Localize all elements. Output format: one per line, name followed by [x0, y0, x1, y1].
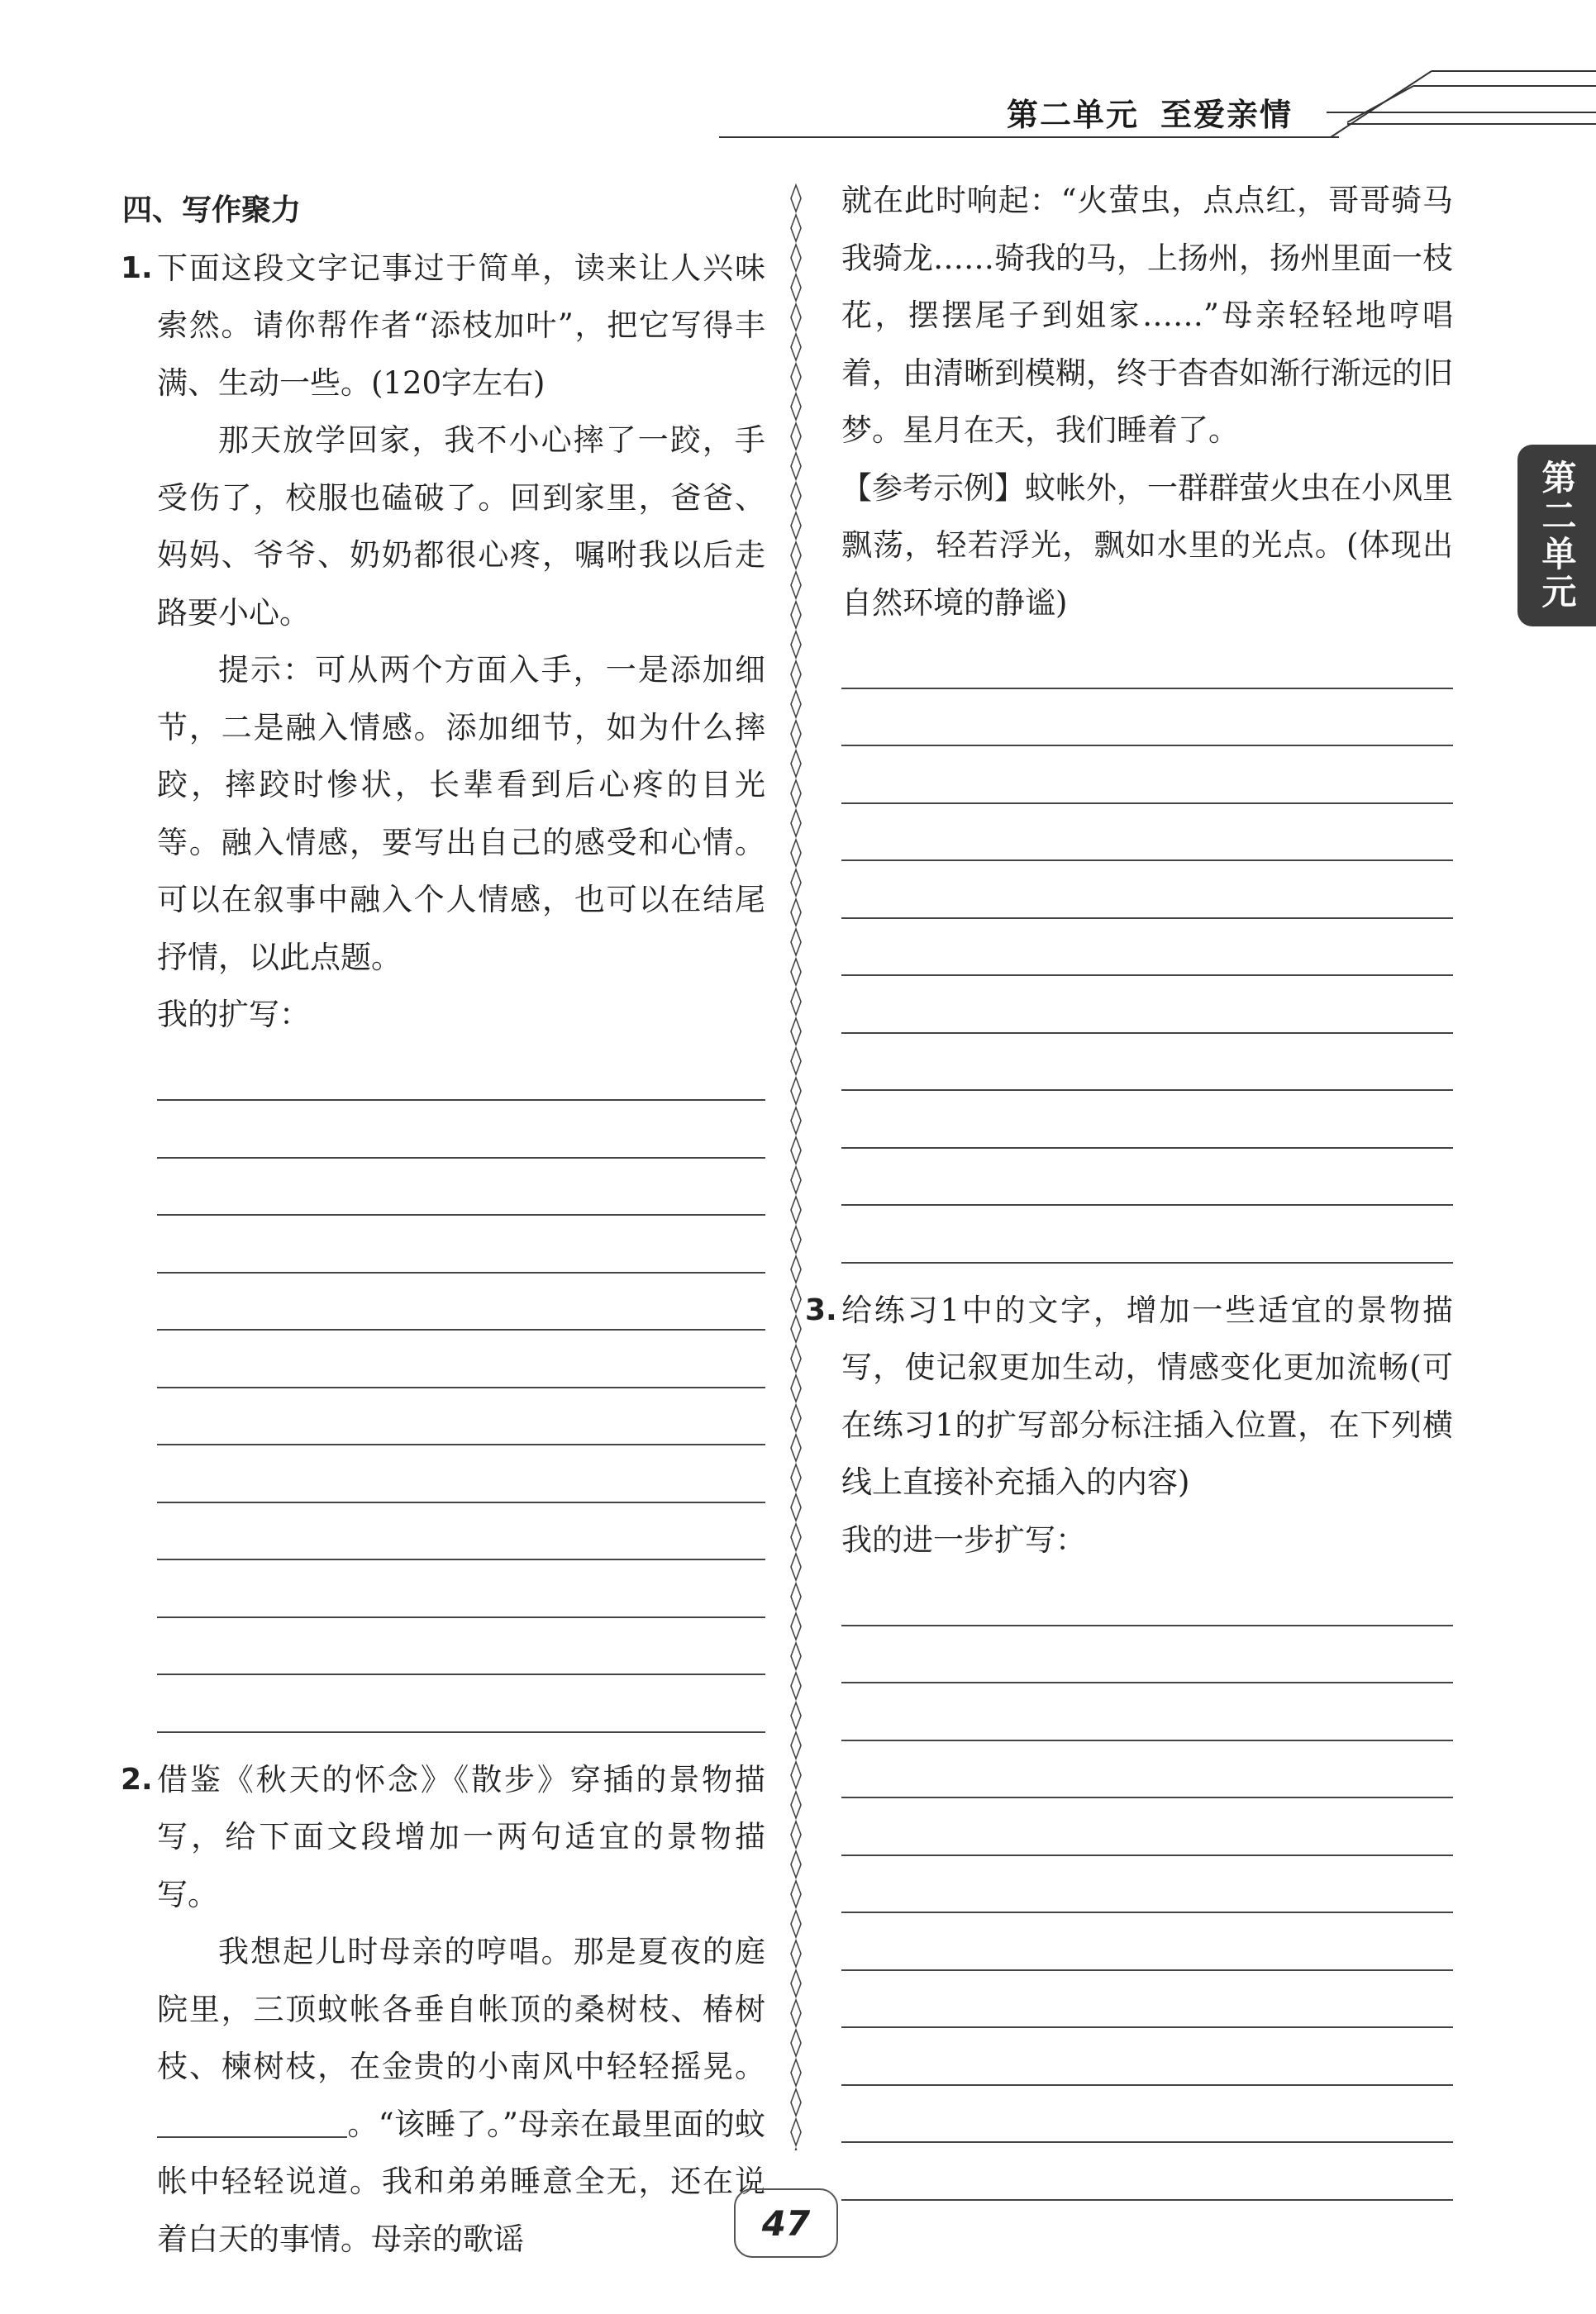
answer-line[interactable]	[841, 631, 1453, 689]
answer-line[interactable]	[841, 1798, 1453, 1856]
answer-line[interactable]	[157, 1503, 765, 1561]
passage-before-blank: 我想起儿时母亲的哼唱。那是夏夜的庭院里，三顶蚊帐各垂自帐顶的桑树枝、椿树枝、楝树枝，在金贵的小南风中轻轻摇晃。	[157, 1934, 765, 2084]
question-3-number: 3.	[805, 1293, 837, 1327]
answer-line[interactable]	[841, 1149, 1453, 1207]
answer-line[interactable]	[841, 1683, 1453, 1741]
answer-line[interactable]	[157, 1274, 765, 1331]
question-2-answer-lines	[841, 631, 1453, 1264]
question-2	[121, 1751, 765, 2269]
side-tab-label: 第二单元	[1536, 459, 1578, 612]
left-column	[121, 182, 765, 2268]
answer-line[interactable]	[157, 1560, 765, 1618]
header-unit: 第二单元	[1007, 97, 1140, 133]
answer-line[interactable]	[157, 1101, 765, 1159]
question-3	[805, 1282, 1453, 2201]
question-3-answer-label: 我的进一步扩写：	[841, 1521, 1086, 1558]
answer-line[interactable]	[157, 1159, 765, 1217]
answer-line[interactable]	[841, 2086, 1453, 2144]
page-number: 47	[734, 2188, 838, 2258]
answer-line[interactable]	[841, 976, 1453, 1034]
answer-line[interactable]	[841, 1206, 1453, 1264]
question-1-number: 1.	[121, 250, 153, 285]
answer-line[interactable]	[841, 1569, 1453, 1626]
header-theme: 至爱亲情	[1160, 97, 1293, 133]
question-2-number: 2.	[121, 1762, 153, 1797]
question-1	[121, 240, 765, 1733]
answer-line[interactable]	[841, 746, 1453, 804]
question-1-hint: 提示：可从两个方面入手，一是添加细节，二是融入情感。添加细节，如为什么摔跤，摔跤时惨状，长辈看到后心疼的目光等。融入情感，要写出自己的感受和心情。可以在叙事中融入个人情感，也可以在结尾抒情，以此点题。	[157, 652, 765, 975]
question-1-answer-lines	[157, 1044, 765, 1733]
answer-line[interactable]	[157, 1445, 765, 1503]
answer-line[interactable]	[841, 804, 1453, 862]
answer-line[interactable]	[157, 1216, 765, 1274]
answer-line[interactable]	[841, 861, 1453, 919]
answer-line[interactable]	[157, 1618, 765, 1676]
answer-line[interactable]	[157, 1675, 765, 1733]
answer-line[interactable]	[841, 2143, 1453, 2201]
question-3-answer-lines	[841, 1569, 1453, 2201]
answer-line[interactable]	[841, 1034, 1453, 1092]
section-title: 四、写作聚力	[122, 193, 302, 227]
question-2-sample	[841, 459, 1453, 632]
answer-line[interactable]	[841, 689, 1453, 747]
answer-line[interactable]	[841, 1626, 1453, 1684]
right-column	[805, 172, 1453, 2201]
answer-line[interactable]	[841, 1091, 1453, 1149]
question-2-passage-continued: 就在此时响起：“火萤虫，点点红，哥哥骑马我骑龙……骑我的马，上扬州，扬州里面一枝花，摆摆尾子到姐家……”母亲轻轻地哼唱着，由清晰到模糊，终于杳杳如渐行渐远的旧梦。星月在天，我们睡着了。	[841, 183, 1453, 448]
question-3-prompt: 给练习1中的文字，增加一些适宜的景物描写，使记叙更加生动，情感变化更加流畅(可在练习1的扩写部分标注插入位置，在下列横线上直接补充插入的内容)	[841, 1292, 1453, 1500]
question-1-prompt: 下面这段文字记事过于简单，读来让人兴味索然。请你帮作者“添枝加叶”，把它写得丰满、生动一些。(120字左右)	[157, 250, 765, 401]
question-1-passage: 那天放学回家，我不小心摔了一跤，手受伤了，校服也磕破了。回到家里，爸爸、妈妈、爷爷、奶奶都很心疼，嘱咐我以后走路要小心。	[157, 422, 765, 631]
column-divider	[786, 183, 806, 2150]
page-header	[719, 64, 1596, 147]
passage-after-blank: 。“该睡了。”母亲在最里面的蚊帐中轻轻说道。我和弟弟睡意全无，还在说着白天的事情。母亲的歌谣	[157, 2106, 765, 2257]
question-1-answer-label: 我的扩写：	[157, 997, 310, 1032]
answer-line[interactable]	[841, 1741, 1453, 1799]
answer-line[interactable]	[841, 919, 1453, 977]
unit-side-tab	[1517, 445, 1596, 626]
sample-label: 【参考示例】	[841, 469, 1025, 506]
answer-line[interactable]	[841, 2028, 1453, 2086]
answer-line[interactable]	[841, 1856, 1453, 1914]
question-2-prompt: 借鉴《秋天的怀念》《散步》穿插的景物描写，给下面文段增加一两句适宜的景物描写。	[157, 1761, 765, 1912]
answer-line[interactable]	[841, 1971, 1453, 2029]
question-2-passage	[157, 1923, 765, 2268]
fill-in-blank[interactable]	[157, 2108, 347, 2138]
answer-line[interactable]	[157, 1331, 765, 1388]
answer-line[interactable]	[841, 1913, 1453, 1971]
answer-line[interactable]	[157, 1388, 765, 1446]
answer-line[interactable]	[157, 1044, 765, 1102]
sample-text: 蚊帐外，一群群萤火虫在小风里飘荡，轻若浮光，飘如水里的光点。(体现出自然环境的静谧)	[841, 469, 1453, 621]
header-title	[1007, 89, 1293, 135]
